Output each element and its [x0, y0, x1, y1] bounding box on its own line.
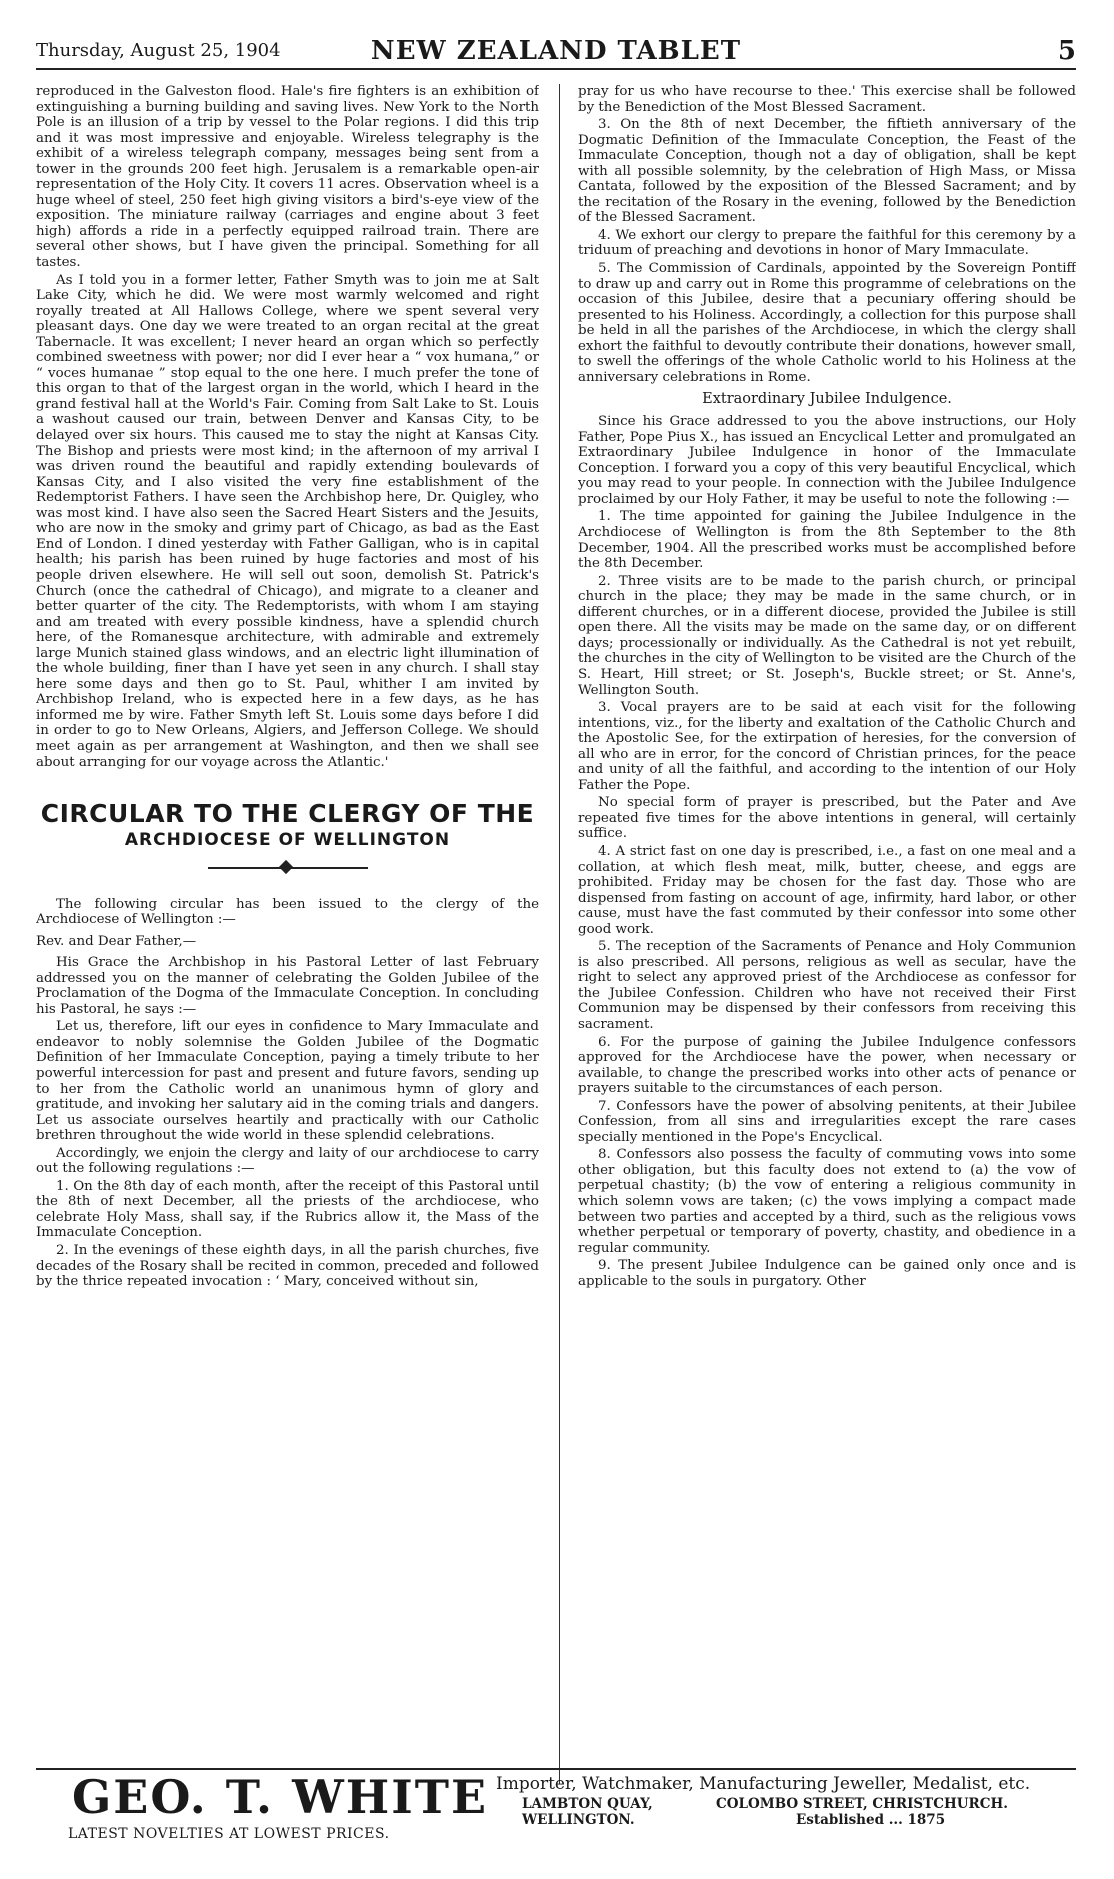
ad-address-christchurch: COLOMBO STREET, CHRISTCHURCH. [716, 1796, 1008, 1812]
circular-paragraph: 4. We exhort our clergy to prepare the faithful for this ceremony by a triduum of preaching and devotions in honor of Mary Immaculate. [578, 227, 1076, 259]
indulgence-paragraph: 4. A strict fast on one day is prescribed, i.e., a fast on one meal and a collation, at which flesh meat, milk, butter, cheese, and eggs are prohibited. Friday may be chosen for the fast day. Those who are dispensed from fasting on account of age, infirmity, hard labor, or other cause, must have the fast commuted by their confessor into some other good work. [578, 843, 1076, 937]
page-number: 5 [1057, 36, 1076, 66]
circular-paragraph: pray for us who have recourse to thee.' This exercise shall be followed by the Benediction of the Most Blessed Sacrament. [578, 84, 1076, 115]
circular-paragraph: 3. On the 8th of next December, the fiftieth anniversary of the Dogmatic Definition of the Immaculate Conception, the Feast of the Immaculate Conception, though not a day of obligation, shall be kept with all possible solemnity, by the celebration of High Mass, or Missa Cantata, followed by the exposition of the Blessed Sacrament; and by the recitation of the Rosary in the evening, followed by the Benediction of the Blessed Sacrament. [578, 117, 1076, 226]
indulgence-paragraph: 6. For the purpose of gaining the Jubilee Indulgence confessors approved for the Archdiocese have the power, when necessary or available, to change the prescribed works into other acts of penance or prayers suitable to the circumstances of each person. [578, 1034, 1076, 1097]
indulgence-paragraph: 3. Vocal prayers are to be said at each visit for the following intentions, viz., for the liberty and exaltation of the Catholic Church and the Apostolic See, for the extirpation of heresies, for the conversion of all who are in error, for the concord of Christian princes, for the peace and unity of all the faithful, and according to the intention of our Holy Father the Pope. [578, 700, 1076, 793]
masthead [36, 34, 1076, 70]
ad-established: Established ... 1875 [796, 1812, 946, 1828]
advertisement [36, 1770, 1076, 1854]
circular-paragraph: His Grace the Archbishop in his Pastoral Letter of last February addressed you on the manner of celebrating the Golden Jubilee of the Proclamation of the Dogma of the Immaculate Conception. In concluding his Pastoral, he says :— [36, 955, 539, 1017]
article-paragraph: reproduced in the Galveston flood. Hale's fire fighters is an exhibition of extinguishing a burning building and saving lives. New York to the North Pole is an illusion of a trip by vessel to the Polar regions. I did this trip and it was most impressive and enjoyable. Wireless telegraphy is the exhibit of a wireless telegraph company, messages being sent from a tower in the grounds 200 feet high. Jerusalem is a remarkable open-air representation of the Holy City. It covers 11 acres. Observation wheel is a huge wheel of steel, 250 feet high giving visitors a bird's-eye view of the exposition. The miniature railway (carriages and engine about 3 feet high) affords a ride in a perfectly equipped railroad train. There are several other shows, but I have given the principal. Something for all tastes. [36, 84, 539, 271]
circular-intro: The following circular has been issued to the clergy of the Archdiocese of Wellington :— [36, 896, 539, 928]
indulgence-paragraph: 5. The reception of the Sacraments of Penance and Holy Communion is also prescribed. All persons, religious as well as secular, have the right to select any approved priest of the Archdiocese as confessor for the Jubilee Confession. Children who have not received their First Communion may be dispensed by their confessors from receiving this sacrament. [578, 939, 1076, 1032]
divider-ornament [208, 861, 368, 875]
right-column [578, 84, 1076, 1784]
indulgence-paragraph: 1. The time appointed for gaining the Jubilee Indulgence in the Archdiocese of Wellington is from the 8th September to the 8th December, 1904. All the prescribed works must be accomplished before the 8th December. [578, 509, 1076, 572]
circular-paragraph: 5. The Commission of Cardinals, appointed by the Sovereign Pontiff to draw up and carry out in Rome this programme of celebrations on the occasion of this Jubilee, desire that a pecuniary offering should be presented to his Holiness. Accordingly, a collection for this purpose shall be held in all the parishes of the Archdiocese, in which the clergy shall exhort the faithful to devoutly contribute their donations, however small, to swell the offerings of the whole Catholic world to his Holiness at the anniversary celebrations in Rome. [578, 261, 1076, 385]
circular-paragraph: Accordingly, we enjoin the clergy and laity of our archdiocese to carry out the following regulations :— [36, 1145, 539, 1177]
diamond-icon [278, 859, 292, 873]
indulgence-paragraph: 7. Confessors have the power of absolving penitents, at their Jubilee Confession, from all sins and irregularities except the rare cases specially mentioned in the Pope's Encyclical. [578, 1098, 1076, 1145]
column-divider [559, 84, 560, 1784]
salutation: Rev. and Dear Father,— [36, 933, 197, 949]
issue-date: Thursday, August 25, 1904 [36, 40, 281, 61]
circular-paragraph: Let us, therefore, lift our eyes in confidence to Mary Immaculate and endeavor to nobly solemnise the Golden Jubilee of the Dogmatic Definition of her Immaculate Conception, paying a timely tribute to her powerful intercession for past and present and future favors, sending up to her from the Catholic world an unanimous hymn of glory and gratitude, and invoking her salutary aid in the coming trials and dangers. Let us associate ourselves heartily and practically with our Catholic brethren throughout the wide world in these splendid celebrations. [36, 1019, 539, 1144]
indulgence-paragraph: 9. The present Jubilee Indulgence can be gained only once and is applicable to the souls in purgatory. Other [578, 1258, 1076, 1289]
indulgence-paragraph: 2. Three visits are to be made to the parish church, or principal church in the place; they may be made in the same church, or in different churches, or in a different diocese, provided the Jubilee is still open there. All the visits may be made on the same day, or on different days; processionally or individually. As the Cathedral is not yet rebuilt, the churches in the city of Wellington to be visited are the Church of the S. Heart, Hill street; or St. Joseph's, Buckle street; or St. Anne's, Wellington South. [578, 573, 1076, 698]
section-subheading: Extraordinary Jubilee Indulgence. [702, 391, 952, 408]
circular-subheading: ARCHDIOCESE OF WELLINGTON [124, 829, 451, 850]
ad-brand: GEO. T. WHITE [72, 1770, 489, 1824]
newspaper-title: NEW ZEALAND TABLET [370, 36, 742, 66]
ad-address-wellington-city: WELLINGTON. [522, 1812, 635, 1828]
circular-paragraph: 2. In the evenings of these eighth days, in all the parish churches, five decades of the Rosary shall be recited in common, preceded and followed by the thrice repeated invocation : ‘ Mary, conceived without sin, [36, 1243, 539, 1290]
left-column [36, 84, 539, 1764]
article-paragraph: As I told you in a former letter, Father Smyth was to join me at Salt Lake City, which he did. We were most warmly welcomed and right royally treated at All Hallows College, where we spent several very pleasant days. One day we were treated to an organ recital at the great Tabernacle. It was excellent; I never heard an organ which so perfectly combined sweetness with power; nor did I ever hear a “ vox humana,” or “ voces humanae ” stop equal to the one here. I much prefer the tone of this organ to that of the largest organ in the world, which I heard in the grand festival hall at the World's Fair. Coming from Salt Lake to St. Louis a washout caused our train, between Denver and Kansas City, to be delayed over six hours. This caused me to stay the night at Kansas City. The Bishop and priests were most kind; in the afternoon of my arrival I was driven round the beautiful and rapidly extending boulevards of Kansas City, and I also visited the very fine establishment of the Redemptorist Fathers. I have seen the Archbishop here, Dr. Quigley, who was most kind. I have also seen the Sacred Heart Sisters and the Jesuits, who are now in the smoky and grimy part of Chicago, as bad as the East End of London. I dined yesterday with Father Galligan, who is in capital health; his parish has been ruined by huge factories and most of his people driven elsewhere. He will sell out soon, demolish St. Patrick's Church (once the cathedral of Chicago), and migrate to a cleaner and better quarter of the city. The Redemptorists, with whom I am staying and am treated with every possible kindness, have a splendid church here, of the Romanesque architecture, with admirable and extremely large Munich stained glass windows, and an electric light illumination of the whole building, finer than I have yet seen in any church. I shall stay here some days and then go to St. Paul, whither I am invited by Archbishop Ireland, who is expected here in a few days, as he has informed me by wire. Father Smyth left St. Louis some days before I did in order to go to New Orleans, Algiers, and Jefferson College. We should meet again as per arrangement at Washington, and then we shall see about arranging for our voyage across the Atlantic.' [36, 272, 539, 770]
indulgence-paragraph: No special form of prayer is prescribed, but the Pater and Ave repeated five times for the above intentions in general, will certainly suffice. [578, 795, 1076, 842]
ad-trade: Importer, Watchmaker, Manufacturing Jeweller, Medalist, etc. [496, 1774, 1031, 1794]
indulgence-paragraph: 8. Confessors also possess the faculty of commuting vows into some other obligation, but this faculty does not extend to (a) the vow of perpetual chastity; (b) the vow of entering a religious community in which solemn vows are taken; (c) the vows implying a compact made between two parties and accepted by a third, such as the religious vows whether perpetual or temporary of poverty, chastity, and obedience in a regular community. [578, 1147, 1076, 1256]
circular-heading: CIRCULAR TO THE CLERGY OF THE [40, 799, 535, 829]
ad-tagline: LATEST NOVELTIES AT LOWEST PRICES. [68, 1826, 390, 1842]
indulgence-paragraph: Since his Grace addressed to you the above instructions, our Holy Father, Pope Pius X., has issued an Encyclical Letter and promulgated an Extraordinary Jubilee Indulgence in honor of the Immaculate Conception. I forward you a copy of this very beautiful Encyclical, which you may read to your people. In connection with the Jubilee Indulgence proclaimed by our Holy Father, it may be useful to note the following :— [578, 414, 1076, 507]
circular-paragraph: 1. On the 8th day of each month, after the receipt of this Pastoral until the 8th of next December, all the priests of the archdiocese, who celebrate Holy Mass, shall say, if the Rubrics allow it, the Mass of the Immaculate Conception. [36, 1178, 539, 1241]
ad-address-wellington: LAMBTON QUAY, [522, 1796, 653, 1812]
